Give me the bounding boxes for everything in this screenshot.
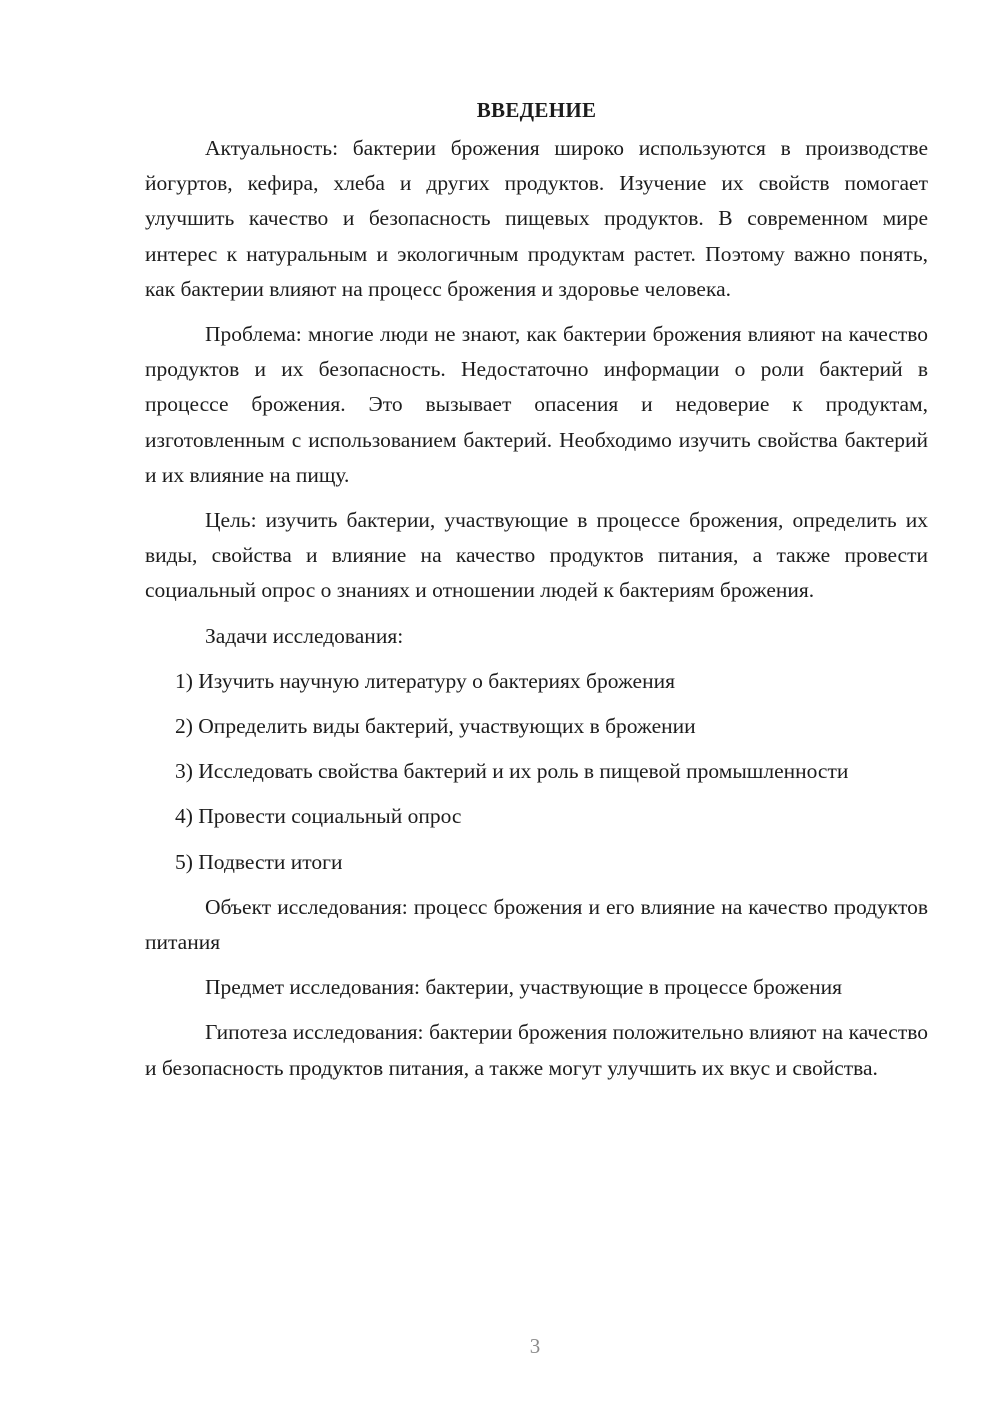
paragraph-relevance: Актуальность: бактерии брожения широко используются в производстве йогуртов, кефира, хлеба и других продуктов. Изучение их свойств помогает улучшить качество и безопасность пищевых продуктов. В современном мире интерес к натуральным и экологичным продуктам растет. Поэтому важно понять, как бактерии влияют на процесс брожения и здоровье человека.: [145, 136, 928, 301]
list-item: 3) Исследовать свойства бактерий и их роль в пищевой промышленности: [175, 759, 849, 784]
tasks-list: [145, 664, 928, 880]
paragraph-subject: Предмет исследования: бактерии, участвующие в процессе брожения: [205, 975, 842, 1000]
paragraph-object: Объект исследования: процесс брожения и его влияние на качество продуктов питания: [145, 894, 928, 955]
list-item: 5) Подвести итоги: [175, 849, 343, 874]
section-title: ВВЕДЕНИЕ: [476, 98, 597, 122]
page-number: 3: [529, 1334, 541, 1358]
list-item: 2) Определить виды бактерий, участвующих в брожении: [175, 714, 696, 739]
list-item: 4) Провести социальный опрос: [175, 804, 462, 829]
paragraph-problem: Проблема: многие люди не знают, как бактерии брожения влияют на качество продуктов и их безопасность. Недостаточно информации о роли бактерий в процессе брожения. Это вызывает опасения и недоверие к продуктам, изготовленным с использованием бактерий. Необходимо изучить свойства бактерий и их влияние на пищу.: [145, 322, 928, 487]
list-item: 1) Изучить научную литературу о бактериях брожения: [175, 668, 675, 693]
paragraph-goal: Цель: изучить бактерии, участвующие в процессе брожения, определить их виды, свойства и влияние на качество продуктов питания, а также провести социальный опрос о знаниях и отношении людей к бактериям брожения.: [145, 508, 928, 603]
paragraph-tasks-heading: Задачи исследования:: [205, 623, 404, 648]
document-page: [145, 93, 928, 1086]
paragraph-hypothesis: Гипотеза исследования: бактерии брожения положительно влияют на качество и безопасность продуктов питания, а также могут улучшить их вкус и свойства.: [145, 1020, 928, 1080]
